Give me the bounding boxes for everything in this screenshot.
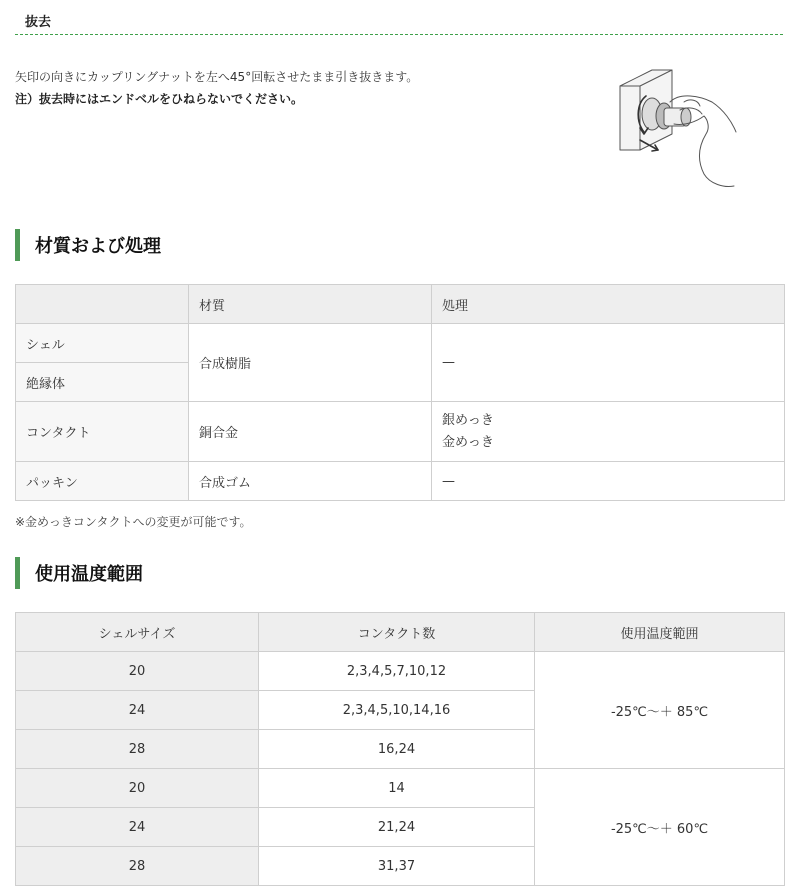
- table-row: [16, 462, 785, 501]
- materials-section-title: [15, 229, 161, 261]
- temperature-table: [15, 612, 785, 886]
- contact-count-cell: 14: [259, 769, 535, 808]
- shell-size-cell: 24: [16, 808, 259, 847]
- shell-insulator-treatment: —: [432, 324, 785, 402]
- removal-instruction: 矢印の向きにカップリングナットを左へ45°回転させたまま引き抜きます。: [15, 70, 419, 84]
- removal-illustration: [600, 62, 750, 190]
- removal-heading: 抜去: [25, 15, 52, 30]
- removal-text: [15, 66, 418, 110]
- materials-title: 材質および処理: [35, 236, 161, 257]
- row-label-packing: パッキン: [16, 462, 189, 501]
- contact-material: 銅合金: [189, 402, 432, 462]
- row-label-shell: シェル: [16, 324, 189, 363]
- row-label-insulator: 絶縁体: [16, 363, 189, 402]
- temperature-section-title: [15, 557, 143, 589]
- table-row: [16, 769, 785, 808]
- contact-count-cell: 31,37: [259, 847, 535, 886]
- contact-treatment: [432, 402, 785, 462]
- contact-count-cell: 2,3,4,5,7,10,12: [259, 652, 535, 691]
- contact-count-cell: 16,24: [259, 730, 535, 769]
- materials-header-empty: [16, 285, 189, 324]
- shell-size-cell: 20: [16, 769, 259, 808]
- temperature-header-row: [16, 613, 785, 652]
- materials-header-material: 材質: [189, 285, 432, 324]
- contact-treatment-silver: 銀めっき: [442, 412, 494, 428]
- header-temp-range: 使用温度範囲: [535, 613, 785, 652]
- removal-heading-bar: [15, 8, 783, 35]
- contact-count-cell: 21,24: [259, 808, 535, 847]
- table-row: [16, 402, 785, 462]
- header-contact-count: コンタクト数: [259, 613, 535, 652]
- materials-footnote: ※金めっきコンタクトへの変更が可能です。: [15, 515, 252, 529]
- header-shell-size: シェルサイズ: [16, 613, 259, 652]
- shell-insulator-material: 合成樹脂: [189, 324, 432, 402]
- table-row: [16, 324, 785, 363]
- contact-count-cell: 2,3,4,5,10,14,16: [259, 691, 535, 730]
- packing-treatment: —: [432, 462, 785, 501]
- shell-size-cell: 24: [16, 691, 259, 730]
- temp-range-cell: -25℃～＋ 85℃: [535, 652, 785, 769]
- packing-material: 合成ゴム: [189, 462, 432, 501]
- shell-size-cell: 28: [16, 847, 259, 886]
- materials-header-row: [16, 285, 785, 324]
- shell-size-cell: 20: [16, 652, 259, 691]
- temperature-title: 使用温度範囲: [35, 564, 143, 585]
- materials-table: [15, 284, 785, 501]
- contact-treatment-gold: 金めっき: [442, 434, 494, 450]
- shell-size-cell: 28: [16, 730, 259, 769]
- removal-note: 注）抜去時にはエンドベルをひねらないでください。: [15, 92, 304, 106]
- temp-range-cell: -25℃～＋ 60℃: [535, 769, 785, 886]
- materials-header-treatment: 処理: [432, 285, 785, 324]
- row-label-contact: コンタクト: [16, 402, 189, 462]
- table-row: [16, 652, 785, 691]
